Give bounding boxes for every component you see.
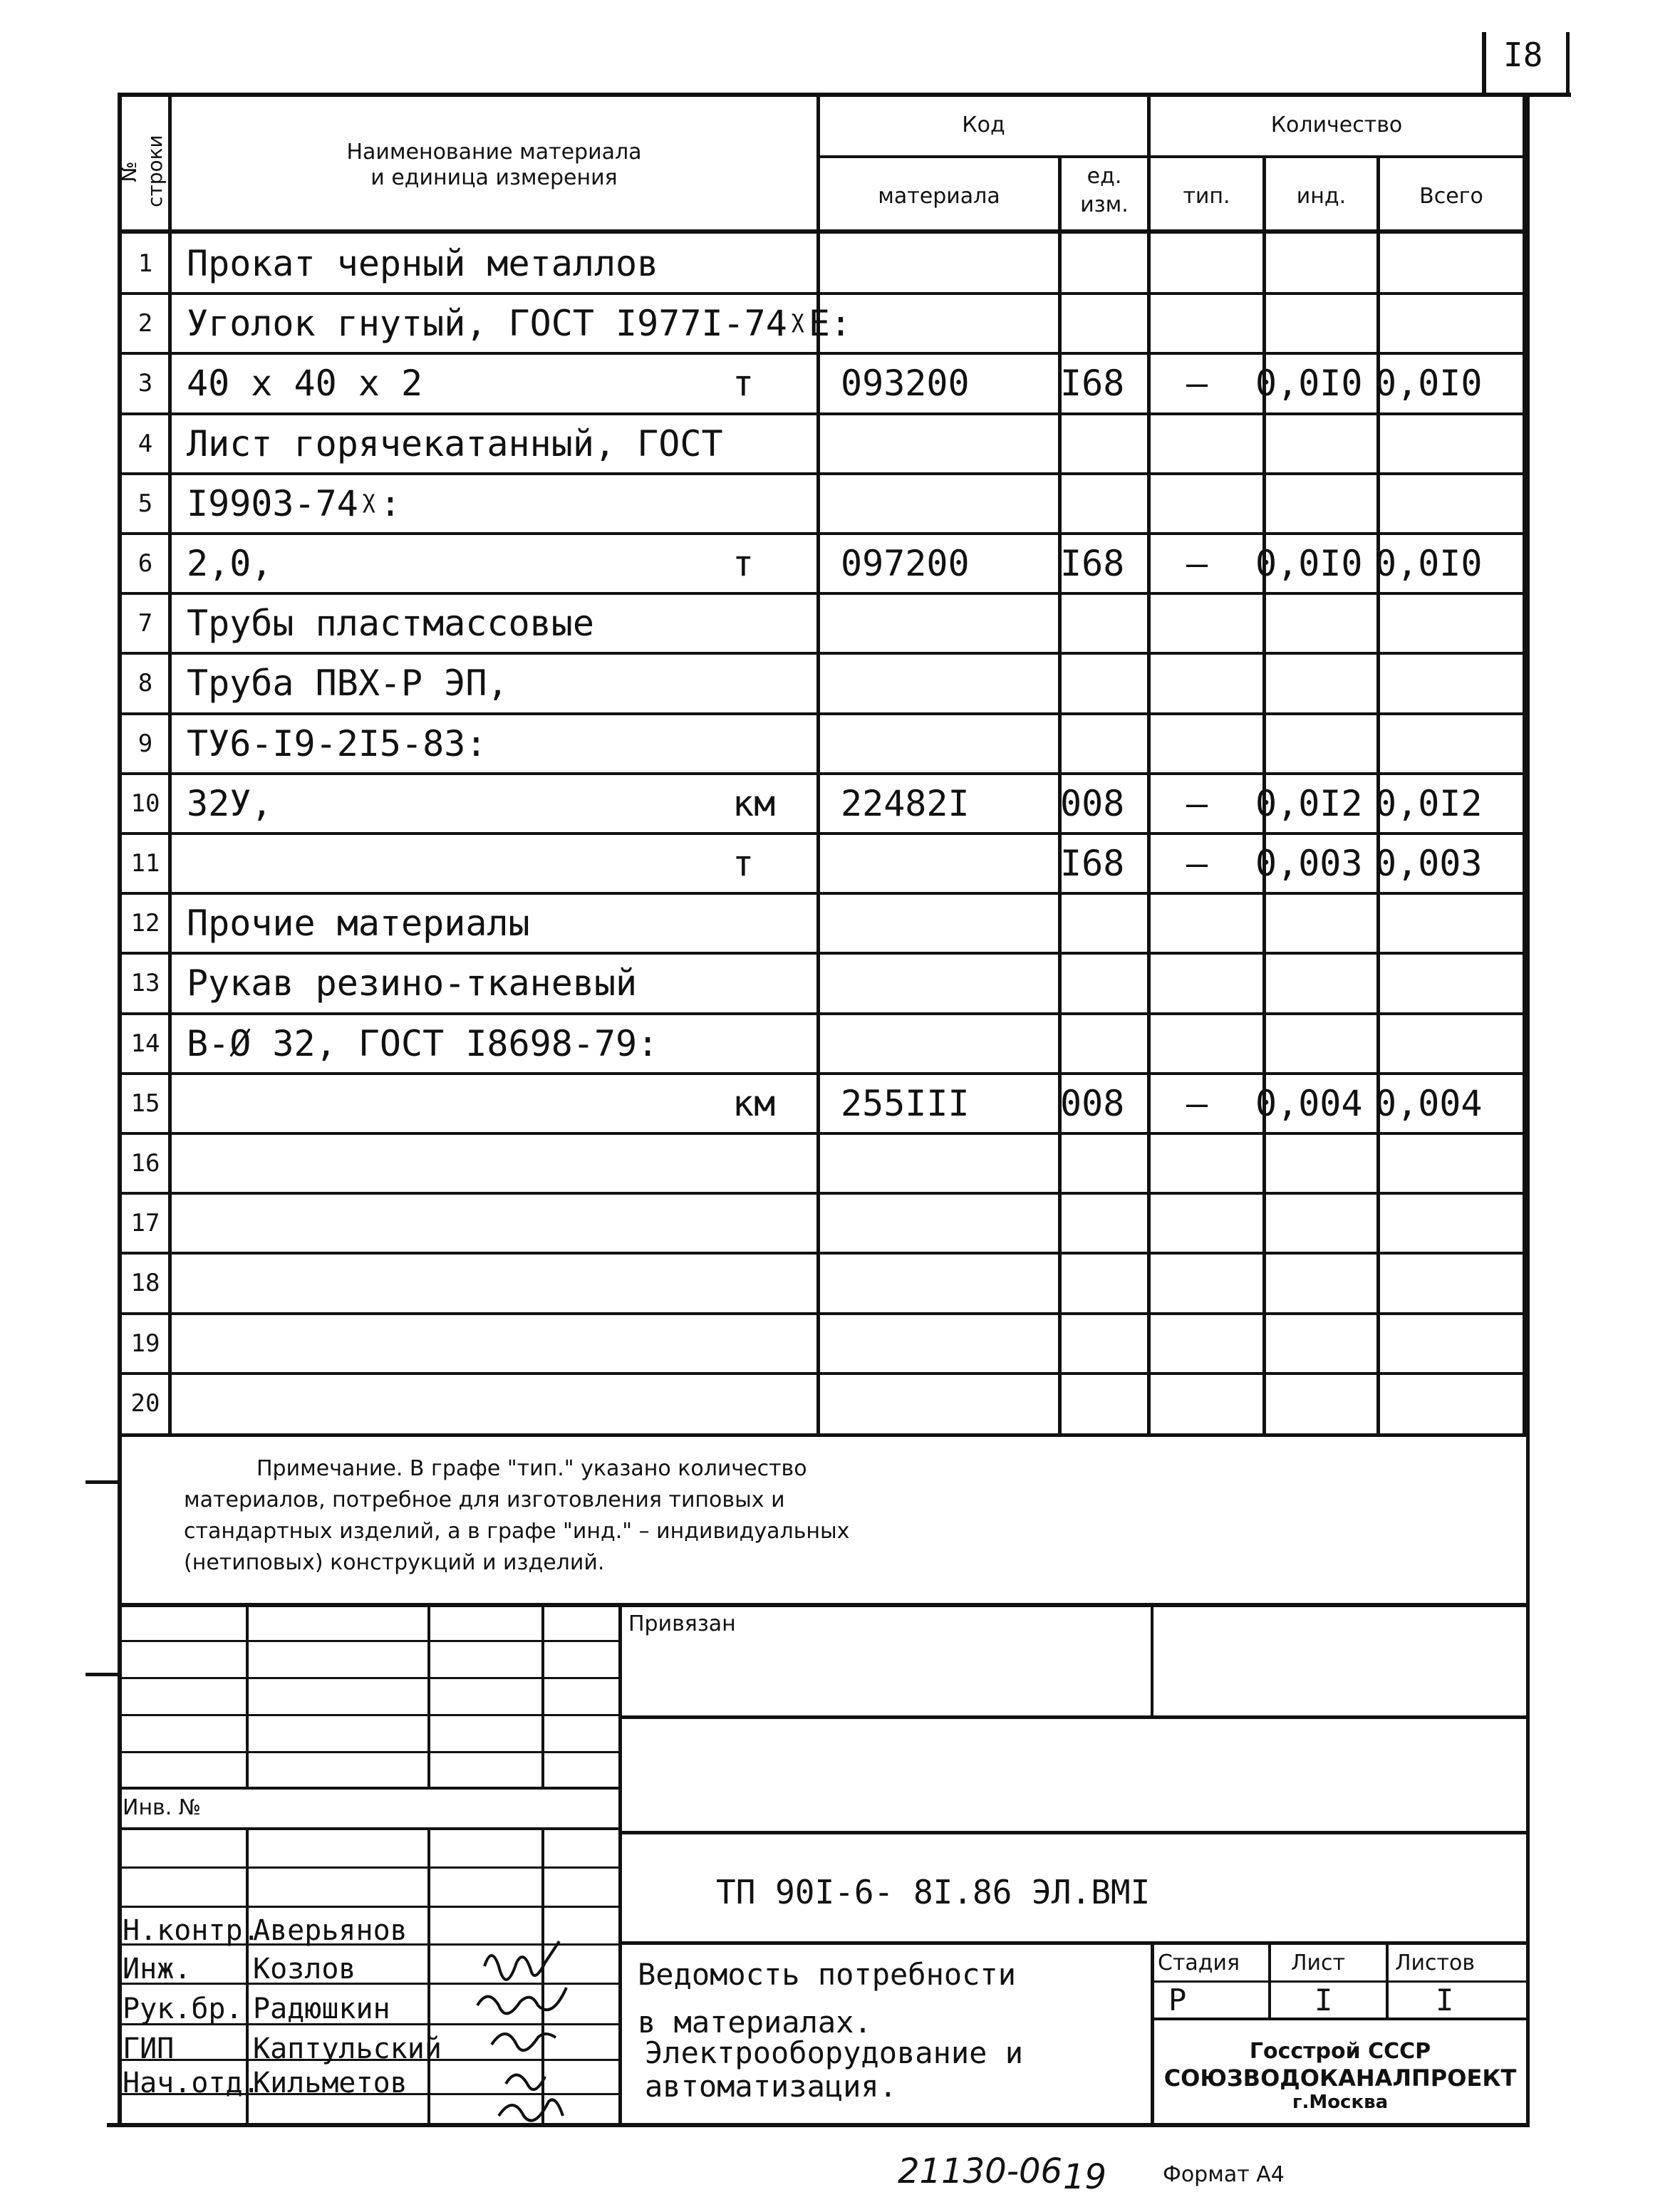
note-line: Примечание. В графе "тип." указано количество (256, 1456, 807, 1481)
signatory-role: Н.контр. (123, 1914, 260, 1947)
sheets-label: Листов (1395, 1951, 1476, 1975)
row-number: 20 (130, 1389, 160, 1418)
stage-label: Стадия (1158, 1951, 1240, 1975)
cell-qty-total: 0,0I0 (1375, 363, 1483, 404)
row-number: 10 (130, 789, 160, 818)
signatory-role: ГИП (123, 2032, 175, 2065)
cell-name: Прокат черный металлов (187, 243, 659, 284)
signatory-name: Аверьянов (253, 1914, 408, 1947)
archive-number: 21130-06 (898, 2151, 1063, 2191)
cell-qty-ind: 0,0I2 (1255, 783, 1363, 824)
row-number: 11 (130, 849, 160, 878)
cell-unit: т (732, 363, 754, 404)
cell-name: Лист горячекатанный, ГОСТ (187, 423, 723, 464)
row-number: 3 (138, 369, 153, 398)
note-line: материалов, потребное для изготовления типовых и (184, 1487, 785, 1512)
cell-name: Рукав резино-тканевый (187, 962, 638, 1004)
row-number: 9 (138, 729, 153, 758)
document-title-line: автоматизация. (645, 2069, 898, 2104)
organization-line: Госстрой СССР (1249, 2039, 1431, 2064)
header-qty-typ: тип. (1183, 184, 1230, 209)
signatory-role: Инж. (123, 1953, 192, 1985)
cell-qty-ind: 0,0I0 (1255, 543, 1363, 584)
sheet-label: Лист (1291, 1951, 1346, 1975)
cell-unit: км (732, 783, 776, 824)
signatory-name: Кильметов (253, 2067, 408, 2099)
organization-line: СОЮЗВОДОКАНАЛПРОЕКТ (1163, 2065, 1517, 2092)
signature-image (463, 1931, 591, 2123)
cell-material-code: 22482I (841, 783, 970, 824)
cell-name: 2,0, (187, 543, 273, 584)
header-code-unit: ед. изм. (1080, 164, 1129, 217)
document-code: ТП 90I-6- 8I.86 ЭЛ.ВМI (716, 1873, 1151, 1911)
document-title-line: Электрооборудование и (645, 2035, 1024, 2070)
row-number: 12 (130, 909, 160, 938)
cell-unit: т (732, 843, 754, 884)
row-number: 7 (138, 609, 153, 638)
cell-unit-code: I68 (1060, 543, 1125, 584)
header-code-material: материала (878, 184, 1000, 209)
cell-qty-typ: – (1186, 783, 1208, 824)
cell-qty-ind: 0,003 (1255, 843, 1363, 884)
cell-name: В-Ø 32, ГОСТ I8698-79: (187, 1023, 659, 1064)
organization-line: г.Москва (1292, 2092, 1389, 2113)
row-number: 5 (138, 489, 153, 518)
signatory-name: Каптульский (253, 2032, 442, 2065)
signatory-role: Нач.отд. (123, 2067, 260, 2099)
cell-unit-code: I68 (1060, 843, 1125, 884)
row-number: 16 (130, 1149, 160, 1178)
row-number: 19 (130, 1329, 160, 1358)
cell-qty-ind: 0,0I0 (1255, 363, 1363, 404)
header-code: Код (962, 113, 1005, 137)
row-number: 1 (138, 249, 153, 278)
sheet-value: I (1314, 1983, 1333, 2018)
cell-name: 40 х 40 х 2 (187, 363, 423, 404)
page-number: 19 (1063, 2157, 1107, 2197)
header-qty-total: Всего (1419, 184, 1483, 209)
cell-material-code: 255III (841, 1083, 970, 1124)
cell-name: 32У, (187, 783, 273, 824)
document-title-line: Ведомость потребности (638, 1957, 1017, 1992)
row-number: 15 (130, 1089, 160, 1118)
row-number: 17 (130, 1209, 160, 1237)
cell-name: Труба ПВХ-Р ЭП, (187, 663, 509, 704)
row-number: 13 (130, 969, 160, 997)
row-number: 18 (130, 1269, 160, 1297)
cell-name: ТУ6-I9-2I5-83: (187, 723, 487, 764)
stage-value: Р (1168, 1983, 1187, 2018)
cell-qty-total: 0,003 (1375, 843, 1483, 884)
cell-qty-total: 0,0I2 (1375, 783, 1483, 824)
cell-material-code: 093200 (841, 363, 970, 404)
inventory-number-label: Инв. № (123, 1795, 202, 1820)
cell-name: Прочие материалы (187, 903, 530, 944)
privyazan-label: Привязан (628, 1611, 736, 1636)
signatory-name: Радюшкин (253, 1993, 390, 2025)
row-number: 6 (138, 549, 153, 578)
row-number: 14 (130, 1029, 160, 1058)
signatory-name: Козлов (253, 1953, 356, 1985)
cell-unit-code: 008 (1060, 1083, 1125, 1124)
cell-material-code: 097200 (841, 543, 970, 584)
cell-qty-typ: – (1186, 363, 1208, 404)
cell-name: I9903-74ᵡ: (187, 483, 401, 524)
header-quantity: Количество (1270, 113, 1403, 137)
cell-unit: км (732, 1083, 776, 1124)
header-material-name: Наименование материала и единица измерения (346, 140, 642, 190)
signatory-role: Рук.бр. (123, 1993, 243, 2025)
cell-qty-ind: 0,004 (1255, 1083, 1363, 1124)
row-number: 8 (138, 669, 153, 697)
cell-qty-typ: – (1186, 1083, 1208, 1124)
cell-unit: т (732, 543, 754, 584)
row-number: 2 (138, 309, 153, 338)
cell-name: Трубы пластмассовые (187, 603, 594, 644)
cell-name: Уголок гнутый, ГОСТ I977I-74ᵡE: (187, 303, 852, 344)
cell-qty-total: 0,004 (1375, 1083, 1483, 1124)
header-qty-ind: инд. (1296, 184, 1347, 209)
header-row-number: № строки (118, 135, 167, 207)
note-line: (нетиповых) конструкций и изделий. (184, 1550, 605, 1575)
cell-qty-total: 0,0I0 (1375, 543, 1483, 584)
cell-unit-code: I68 (1060, 363, 1125, 404)
row-number: 4 (138, 430, 153, 458)
cell-qty-typ: – (1186, 543, 1208, 584)
cell-unit-code: 008 (1060, 783, 1125, 824)
sheets-value: I (1436, 1983, 1454, 2018)
document-title-line: в материалах. (638, 2005, 872, 2040)
note-line: стандартных изделий, а в графе "инд." – индивидуальных (184, 1519, 850, 1544)
sheet-number: I8 (1503, 36, 1543, 74)
cell-qty-typ: – (1186, 843, 1208, 884)
paper-format: Формат А4 (1163, 2162, 1285, 2187)
